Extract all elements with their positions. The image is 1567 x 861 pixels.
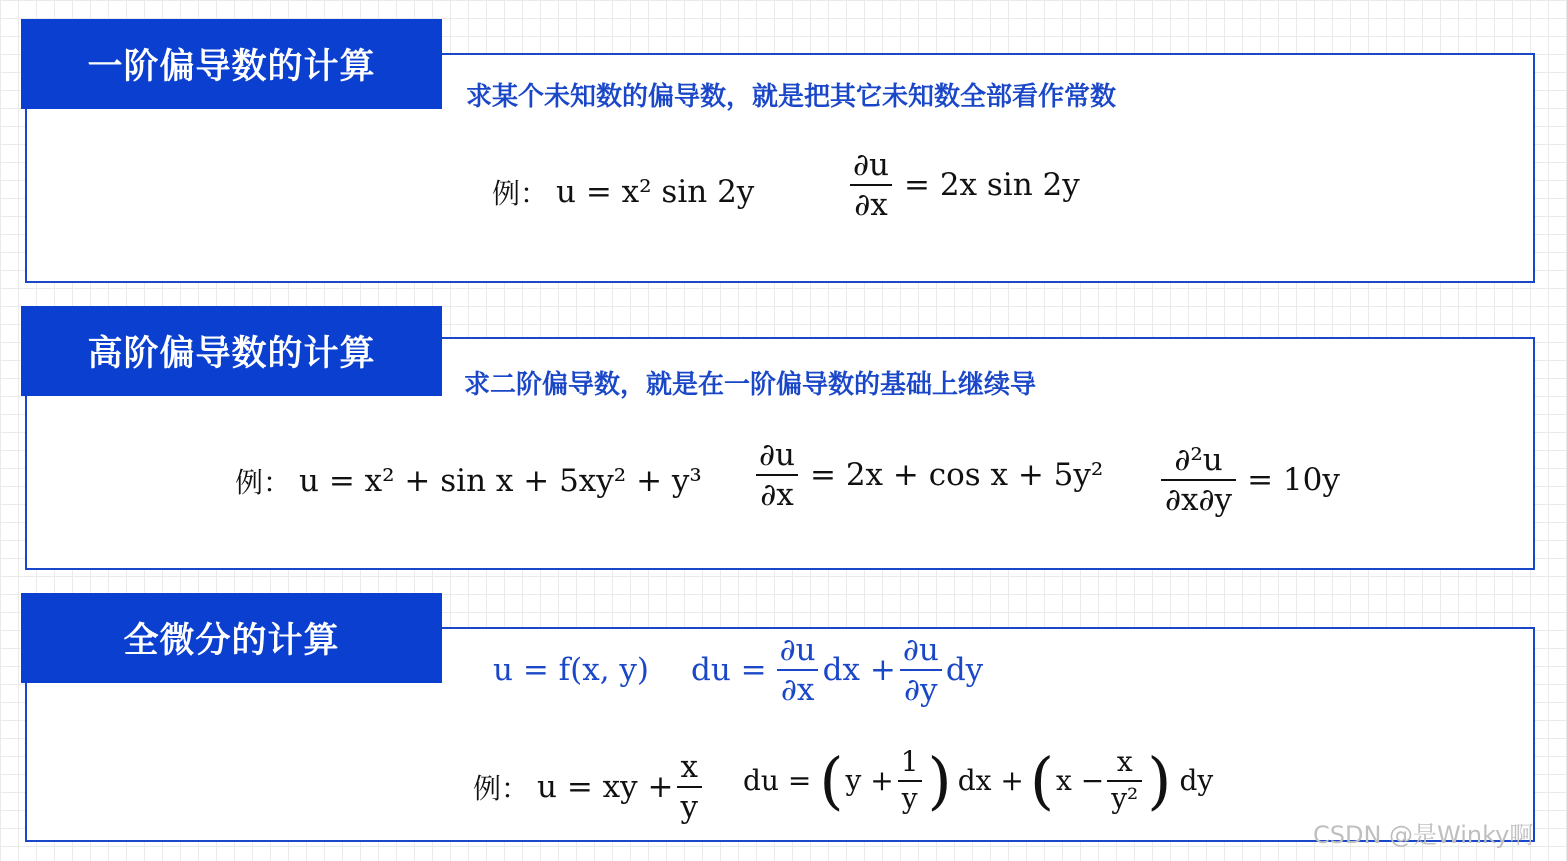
fraction-denominator: ∂x [756,474,798,512]
section-title-first-order: 一阶偏导数的计算 [21,19,442,109]
example-label: 例： [235,466,292,499]
fraction-numerator: x [680,749,698,785]
fraction-numerator: ∂u [759,437,795,473]
section-description-higher-order: 求二阶偏导数，就是在一阶偏导数的基础上继续导 [464,370,1037,400]
fraction-numerator: ∂u [779,632,816,668]
fraction-numerator: 1 [900,745,919,778]
partial-fraction [1161,443,1236,517]
first-derivative-result [846,148,1080,222]
fraction-numerator: ∂u [902,632,939,668]
example-first-order [492,172,754,212]
fraction-numerator: ∂u [853,147,889,183]
fraction-denominator: ∂x [777,669,819,707]
total-differential-definition [493,633,983,707]
section-title-higher-order: 高阶偏导数的计算 [21,306,442,396]
fraction-denominator: ∂y [900,669,942,707]
example-label: 例： [492,177,549,210]
derivative-rhs: = 10y [1247,462,1340,499]
total-differential-result [743,743,1214,817]
result-fraction-1 [897,747,923,815]
result-dy: dy [1179,764,1214,798]
result-du: du = [743,764,812,798]
example-formula: u = x² + sin x + 5xy² + y³ [299,463,702,499]
example-formula: u = x² sin 2y [556,174,755,210]
example-fraction [677,750,703,824]
definition-dy: dy [945,652,984,689]
result-y-plus: y + [845,764,894,798]
example-label: 例： [473,772,530,806]
fraction-denominator: y² [1107,780,1142,815]
partial-fraction-y [899,633,943,707]
fraction-denominator: ∂x∂y [1161,479,1236,517]
right-paren: ) [1147,743,1172,817]
fraction-numerator: x [1116,745,1133,778]
watermark: CSDN @是Winky啊 [1313,821,1534,849]
second-partial-result [1158,443,1340,517]
derivative-rhs: = 2x + cos x + 5y² [810,457,1104,494]
left-paren: ( [1029,743,1055,817]
definition-du: du = [691,652,767,689]
example-higher-order [235,461,702,501]
fraction-denominator: y [898,780,922,815]
left-paren: ( [819,743,844,817]
result-x-minus: x − [1056,764,1105,798]
definition-lhs: u = f(x, y) [493,652,650,689]
section-description-first-order: 求某个未知数的偏导数，就是把其它未知数全部看作常数 [466,82,1117,112]
section-title-total-differential: 全微分的计算 [21,593,442,683]
partial-fraction [755,438,799,512]
fraction-denominator: ∂x [850,184,892,222]
partial-fraction-x [776,633,820,707]
fraction-numerator: ∂²u [1174,442,1223,478]
fraction-denominator: y [677,786,703,824]
derivative-rhs: = 2x sin 2y [904,167,1080,204]
right-paren: ) [927,743,952,817]
definition-dx-plus: dx + [822,652,896,689]
example-total-differential [473,750,705,824]
example-lhs: u = xy + [537,769,674,806]
partial-fraction [849,148,893,222]
first-partial-result [752,438,1103,512]
result-fraction-2 [1107,747,1142,815]
result-dx-plus: dx + [957,764,1024,798]
